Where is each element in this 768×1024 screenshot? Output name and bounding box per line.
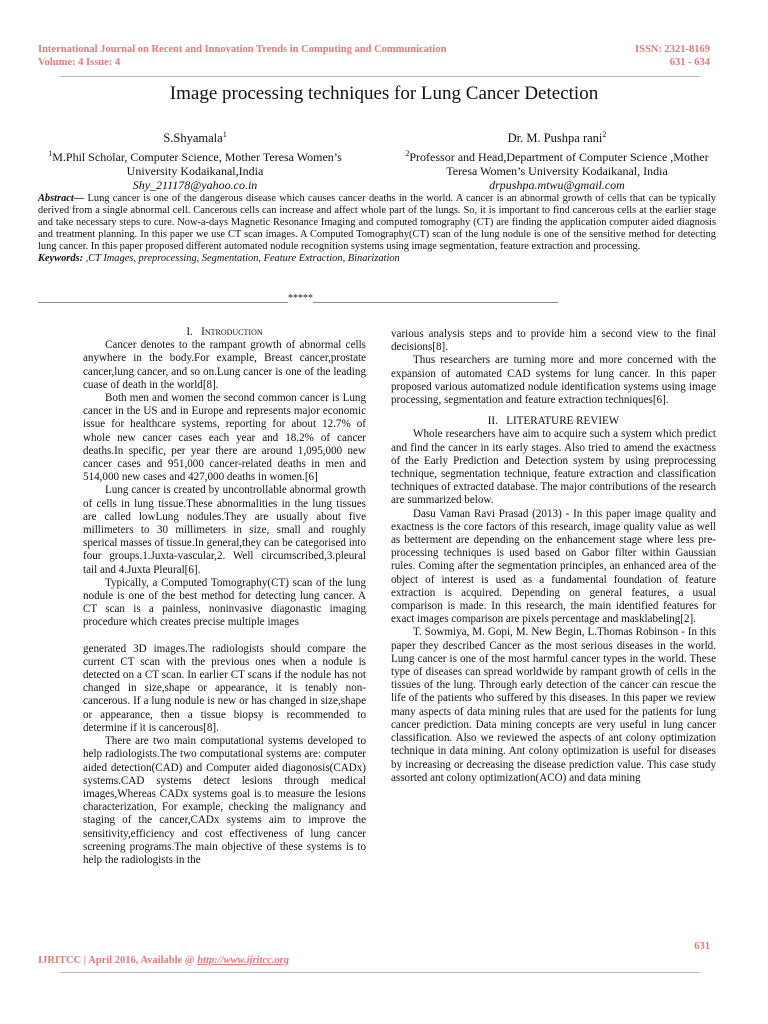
author-2-affiliation: $^2$Professor and Head,Department of Computer Science ,Mother (405, 149, 709, 165)
abstract (38, 193, 716, 264)
right-column (391, 328, 716, 785)
continued-paragraph: various analysis steps and to provide him a second view to the final decisions[8]. (391, 328, 716, 354)
keywords-text: ,CT Images, preprocessing, Segmentation, Feature Extraction, Binarization (83, 252, 400, 264)
footer-text: IJRITCC | April 2016, Available @ (38, 955, 198, 966)
journal-issn-block (635, 43, 710, 69)
header-rule (60, 76, 700, 77)
author-1-affiliation-line2: University Kodaikanal,India (126, 164, 264, 179)
journal-issn: ISSN: 2321-8169 (635, 44, 710, 55)
intro-paragraph-5: generated 3D images.The radiologists should compare the current CT scan with the previous ones when a nodule is detected on a CT scan. In earlier CT scans if the nodule has not changed in size,shape or appearance, it is tenably non-cancerous. If a lung nodule is new or has changed in size,shape or appearance, then a tissue biopsy is recommended to determine if it is cancerous[8]. (83, 642, 366, 734)
author-1 (30, 128, 360, 192)
author-1-name: S.Shyamala$^1$ (163, 130, 227, 146)
author-2-affiliation-line2: Teresa Women’s University Kodaikanal, India (446, 164, 668, 179)
footer-link[interactable]: http://www.ijritcc.org (197, 955, 289, 966)
author-2-name: Dr. M. Pushpa rani$^2$ (507, 130, 607, 146)
left-column (83, 326, 366, 867)
review-paragraph-2: Dasu Vaman Ravi Prasad (2013) - In this paper image quality and exactness is the core factors of this research, image quality value as well as betterment are depending on the enhancement stage where less pre-processing techniques is used based on Gabor filter within Gaussian rules. Coming after the segmentation principles, an enhanced area of the object of interest is used as a fundamental foundation of feature extraction is acquired. Depending on general features, a usual comparison is made. In this research, the main identified features for exact images comparison are pixels percentage and masklabeling[2]. (391, 507, 716, 626)
section-heading-literature-review: II. LITERATURE REVIEW (487, 415, 620, 428)
intro-paragraph-6: There are two main computational systems developed to help radiologists.The two computational systems are: computer aided detection(CAD) and Computer aided diagonosis(CADx) systems.CAD systems detect lesions through medical images,Whereas CADx systems goal is to measure the lesions characterization, For example, checking the malignancy and staging of the cancer,CADx systems aim to improve the sensitivity,efficiency and cost effectiveness of lung cancer screening programs.The main objective of these systems is to help the radiologists in the (83, 735, 366, 866)
section-separator: __________________________________________________*****_________________________________________________ (38, 293, 558, 304)
author-1-affiliation: $^1$M.Phil Scholar, Computer Science, Mother Teresa Women’s (48, 149, 342, 165)
keywords-label: Keywords: (38, 252, 84, 264)
intro-paragraph-2: Both men and women the second common cancer is Lung cancer in the US and in Europe and represents major economic issue for healthcare systems, reporting for about 12.7% of whole new cancer cases each year and 18.2% of cancer deaths.In specific, per year there are around 1,095,000 new cancer cases and 951,000 cancer-related deaths in men and 514,000 new cases and 427,000 deaths in women.[6] (83, 392, 366, 484)
section-heading-introduction: I. Introduction (186, 326, 263, 338)
abstract-text: Lung cancer is one of the dangerous disease which causes cancer deaths in the world. A cancer is an abnormal growth of cells that can be typically derived from a single abnormal cell. Cancerous cells can increase and affect whole part of the lungs. So, it is important to find cancerous cells at the earlier stage and take necessary steps to cure. Now-a-days Magnetic Resonance Imaging and computed tomography (CT) are finding the application computer aided diagnosis and treatment planning. In this paper we use CT scan images. A Computed Tomography(CT) scan of the lung nodule is one of the sensitive method for detecting lung cancer. In this paper proposed different automated nodule recognition systems using image segmentation, feature extraction and processing. (38, 193, 716, 252)
paper-title: Image processing techniques for Lung Cancer Detection (169, 83, 599, 104)
journal-header (38, 43, 446, 69)
journal-pages: 631 - 634 (669, 57, 710, 68)
intro-paragraph-4: Typically, a Computed Tomography(CT) scan of the lung nodule is one of the best method for detecting lung cancer. A CT scan is a painless, noninvasive diagonastic imaging procedure which creates precise multiple images (83, 576, 366, 629)
abstract-body (38, 193, 716, 253)
author-1-email: Shy_211178@yahoo.co.in (132, 178, 258, 193)
abstract-label: Abstract— (38, 193, 85, 204)
keywords (38, 253, 716, 265)
journal-name: International Journal on Recent and Innovation Trends in Computing and Communication (38, 44, 447, 55)
page-number: 631 (694, 941, 710, 952)
intro-paragraph-1: Cancer denotes to the rampant growth of abnormal cells anywhere in the body.For example, Breast cancer,prostate cancer,lung cancer, and so on.Lung cancer is one of the leading cuase of death in the world[8]. (83, 339, 366, 391)
review-paragraph-1: Whole researchers have aim to acquire such a system which predict and find the cancer in its early stages. Also tried to amend the exactness of the Early Prediction and Detection system by using preprocessing technique, segmentation technique, feature extraction and classification techniques of extracted database. The major contributions of the research are summarized below. (391, 428, 716, 507)
review-paragraph-3: T. Sowmiya, M. Gopi, M. New Begin, L.Thomas Robinson - In this paper they described Cancer as the most serious diseases in the world. Lung cancer is one of the most harmful cancer types in the world. These type of diseases can spread worldwide by rampant growth of cells in the tissues of the lung. Through early detection of the cancer can rescue the life of the patients who suffered by this diseases. In this paper we review many aspects of data mining rules that are used for the patients for lung cancer prediction. Data mining concepts are very useful in lung cancer classification. Also we reviewed the aspects of ant colony optimization technique in data mining. Ant colony optimization is useful for diseases by increasing or decreasing the disease prediction value. This case study assorted ant colony optimization(ACO) and data mining (391, 626, 716, 784)
thus-paragraph: Thus researchers are turning more and more concerned with the expansion of automated CAD systems for lung cancer. In this paper proposed various automatized nodule identification systems using image processing, segmentation and feature extraction techniques[6]. (391, 354, 716, 407)
author-2-email: drpushpa.mtwu@gmail.com (489, 178, 625, 193)
journal-volume: Volume: 4 Issue: 4 (38, 57, 121, 68)
author-2 (382, 128, 732, 192)
intro-paragraph-3: Lung cancer is created by uncontrollable abnormal growth of cells in lung tissue.These abnormalities in the lung tissues are called lowLung nodules.They are usually about five millimeters to 30 millimeters in size, small and roughly sperical masses of tissue.In general,they can be categorised into four groups.1.Juxta-vascular,2. Well circumscribed,3.pleural tail and 4.Juxta Pleural[6]. (83, 484, 366, 576)
footer-rule (60, 972, 700, 973)
footer (38, 955, 289, 966)
